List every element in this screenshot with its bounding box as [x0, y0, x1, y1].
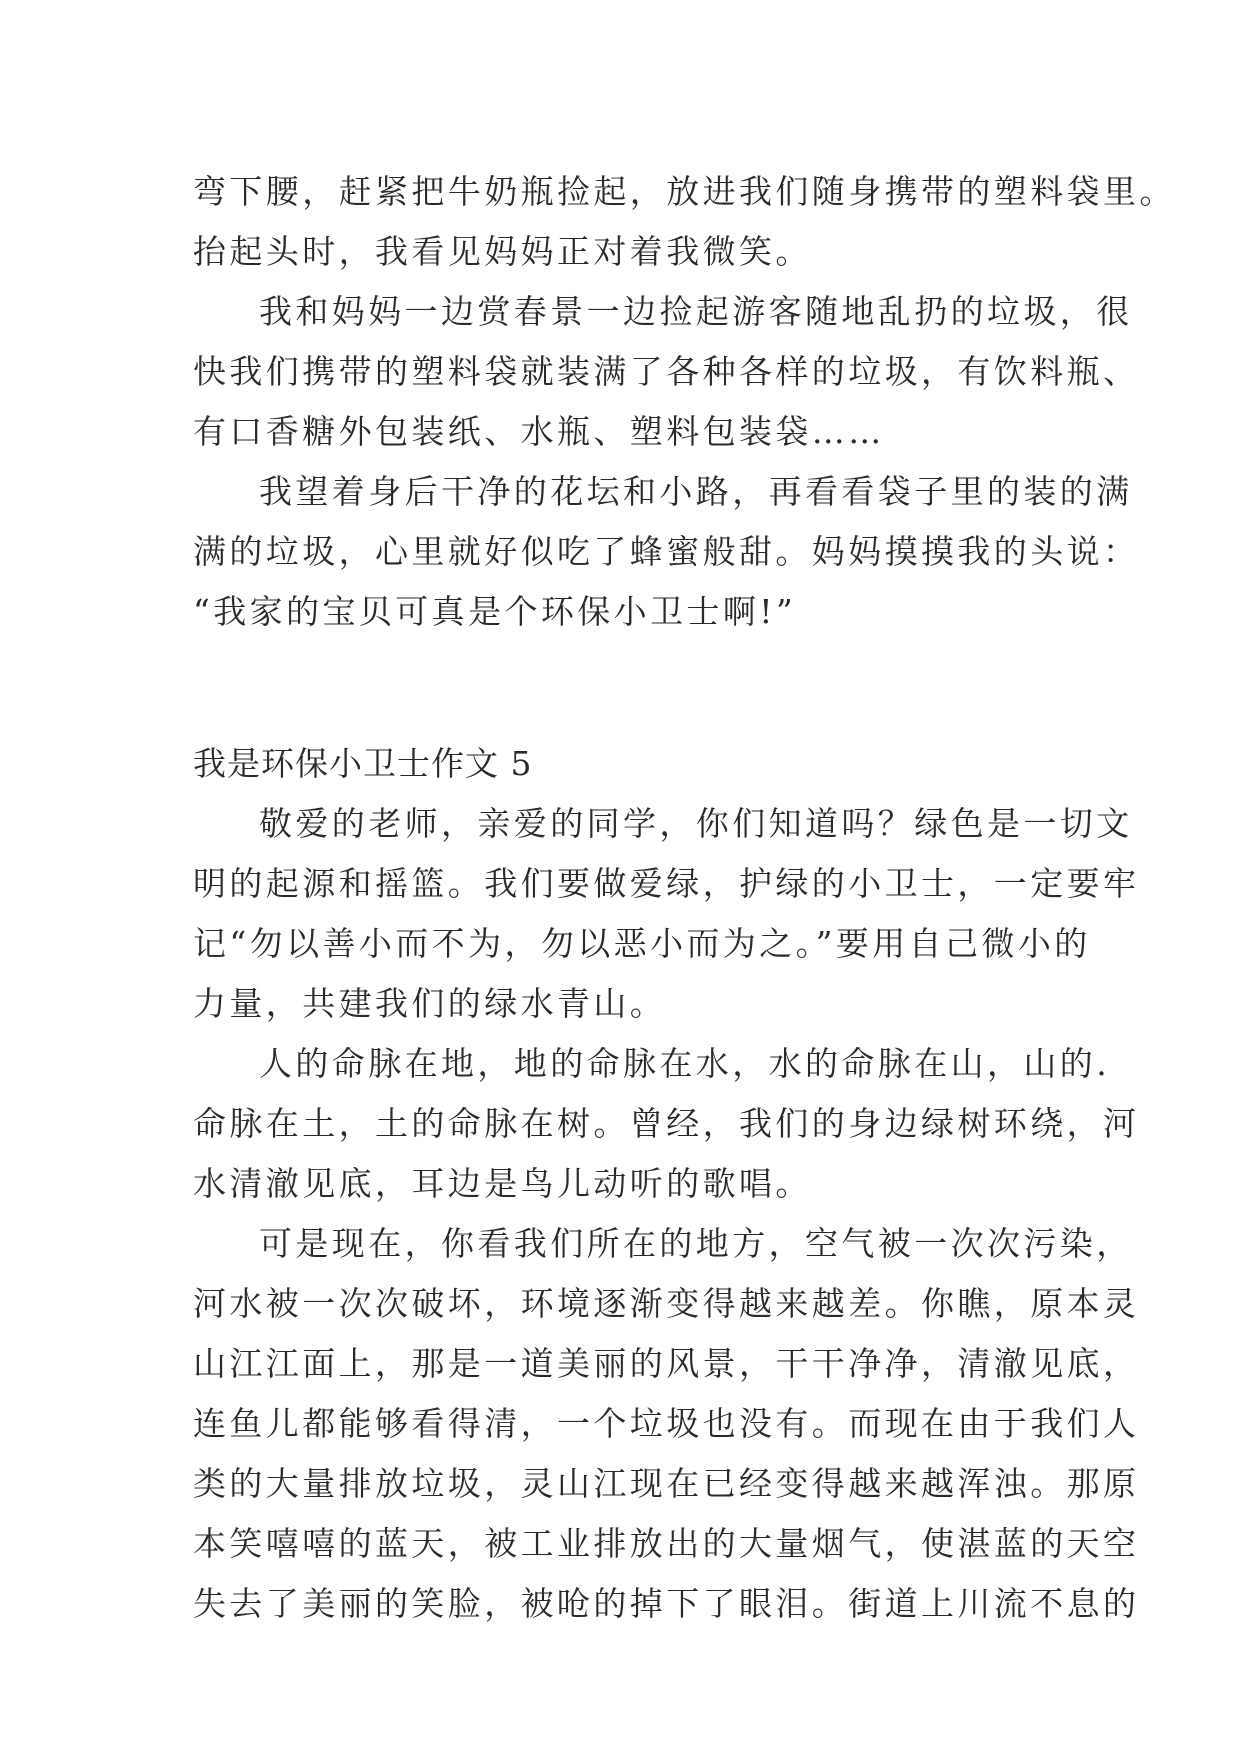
paragraph: [193, 462, 1140, 642]
text-line: 我和妈妈一边赏春景一边捡起游客随地乱扔的垃圾，很: [259, 292, 1133, 331]
paragraph: [193, 162, 1176, 282]
text-line: 人的命脉在地，地的命脉在水，水的命脉在山，山的.: [259, 1044, 1111, 1083]
text-line: “我家的宝贝可真是个环保小卫士啊!”: [193, 592, 797, 631]
text-line: 山江江面上，那是一道美丽的风景，干干净净，清澈见底，: [193, 1344, 1140, 1383]
paragraph: [193, 1034, 1140, 1214]
text-line: 失去了美丽的笑脸，被呛的掉下了眼泪。街道上川流不息的: [193, 1584, 1140, 1623]
text-line: 有口香糖外包装纸、水瓶、塑料包装袋……: [193, 412, 885, 451]
text-line: 明的起源和摇篮。我们要做爱绿，护绿的小卫士，一定要牢: [193, 864, 1140, 903]
text-line: 抬起头时，我看见妈妈正对着我微笑。: [193, 232, 812, 271]
paragraph: [193, 282, 1140, 462]
text-line: 快我们携带的塑料袋就装满了各种各样的垃圾，有饮料瓶、: [193, 352, 1140, 391]
text-line: 命脉在土，土的命脉在树。曾经，我们的身边绿树环绕，河: [193, 1104, 1140, 1143]
text-line: 记“勿以善小而不为，勿以恶小而为之。”要用自己微小的: [193, 924, 1091, 963]
section-gap: [193, 642, 1073, 734]
text-line: 类的大量排放垃圾，灵山江现在已经变得越来越浑浊。那原: [193, 1464, 1140, 1503]
text-line: 可是现在，你看我们所在的地方，空气被一次次污染，: [259, 1224, 1133, 1263]
text-line: 河水被一次次破坏，环境逐渐变得越来越差。你瞧，原本灵: [193, 1284, 1140, 1323]
section-heading: 我是环保小卫士作文 5: [193, 744, 533, 783]
paragraph: [193, 794, 1140, 1034]
article-body: [193, 162, 1176, 1634]
text-line: 我望着身后干净的花坛和小路，再看看袋子里的装的满: [259, 472, 1133, 511]
text-line: 本笑嘻嘻的蓝天，被工业排放出的大量烟气，使湛蓝的天空: [193, 1524, 1140, 1563]
paragraph: [193, 1214, 1140, 1634]
text-line: 连鱼儿都能够看得清，一个垃圾也没有。而现在由于我们人: [193, 1404, 1140, 1443]
text-line: 弯下腰，赶紧把牛奶瓶捡起，放进我们随身携带的塑料袋里。: [193, 172, 1176, 211]
text-line: 力量，共建我们的绿水青山。: [193, 984, 667, 1023]
text-line: 满的垃圾，心里就好似吃了蜂蜜般甜。妈妈摸摸我的头说：: [193, 532, 1140, 571]
text-line: 水清澈见底，耳边是鸟儿动听的歌唱。: [193, 1164, 812, 1203]
text-line: 敬爱的老师，亲爱的同学，你们知道吗？绿色是一切文: [259, 804, 1133, 843]
